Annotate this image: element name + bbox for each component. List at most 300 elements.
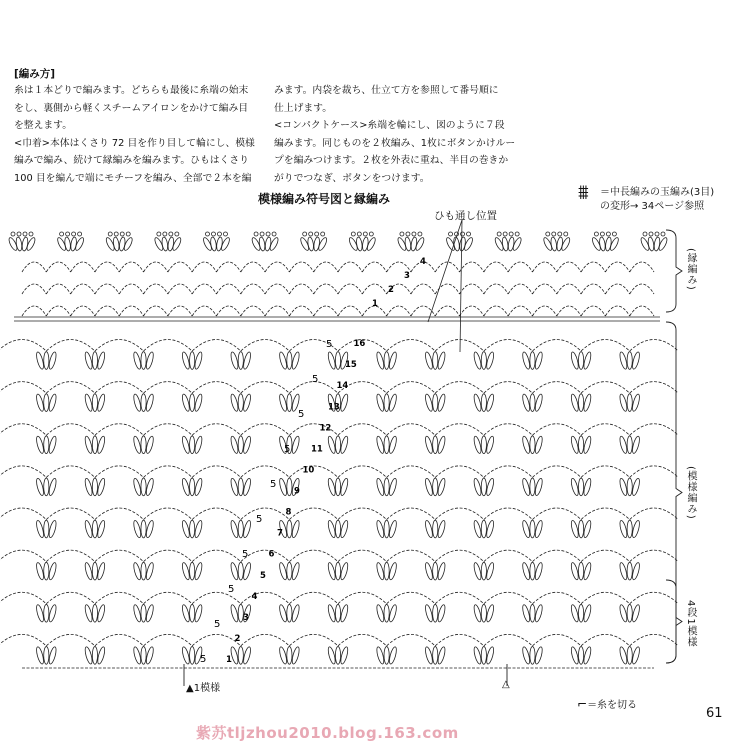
chain-arch bbox=[387, 382, 436, 394]
edging-fan-stitch bbox=[15, 237, 22, 252]
picot-symbol bbox=[369, 232, 373, 236]
puff-stitch-symbol bbox=[530, 520, 535, 538]
chain-arch bbox=[532, 340, 581, 352]
start-repeat-label: ▲1模様 bbox=[186, 683, 221, 694]
puff-stitch-symbol bbox=[238, 352, 243, 370]
edging-fan-stitch bbox=[26, 237, 37, 252]
edging-arch bbox=[581, 284, 605, 294]
chain-arch bbox=[484, 466, 533, 478]
chain-count-mark: 5 bbox=[298, 409, 305, 420]
edging-arch bbox=[71, 306, 95, 316]
chain-arch bbox=[435, 634, 484, 646]
puff-stitch-symbol bbox=[287, 604, 292, 622]
picot-symbol bbox=[655, 232, 659, 236]
edging-arch bbox=[338, 262, 362, 272]
edging-arch bbox=[508, 306, 532, 316]
edging-fan-stitch bbox=[70, 237, 77, 252]
picot-symbol bbox=[23, 232, 27, 236]
edging-fan-stitch bbox=[56, 237, 67, 252]
chain-arch bbox=[289, 508, 338, 520]
cut-yarn-icon: ⌐ bbox=[577, 697, 588, 711]
edge-row-number: 1 bbox=[372, 299, 378, 309]
edging-arch bbox=[216, 284, 240, 294]
puff-stitch-symbol bbox=[141, 604, 146, 622]
puff-stitch-symbol bbox=[627, 436, 632, 454]
chain-arch bbox=[0, 592, 46, 604]
repeat-bracket bbox=[666, 580, 682, 663]
picot-symbol bbox=[509, 232, 513, 236]
chain-arch bbox=[435, 382, 484, 394]
chain-arch bbox=[581, 634, 630, 646]
instruction-line: がりでつなぎ、ボタンをつけます。 bbox=[274, 172, 430, 184]
chain-arch bbox=[95, 508, 144, 520]
instruction-line: 編みで編み、続けて縁編みを編みます。ひもはくさり bbox=[14, 155, 249, 167]
chain-count-mark: 5 bbox=[214, 619, 221, 630]
picot-symbol bbox=[649, 232, 653, 236]
picot-symbol bbox=[406, 232, 410, 236]
puff-stitch-symbol bbox=[141, 520, 146, 538]
picot-symbol bbox=[497, 232, 501, 236]
chain-arch bbox=[46, 508, 95, 520]
puff-stitch-symbol bbox=[384, 647, 389, 665]
edging-fan-stitch bbox=[507, 237, 514, 252]
chain-arch bbox=[484, 508, 533, 520]
chain-arch bbox=[241, 634, 290, 646]
chain-arch bbox=[532, 592, 581, 604]
picot-symbol bbox=[17, 232, 21, 236]
picot-symbol bbox=[315, 232, 319, 236]
puff-stitch-symbol bbox=[433, 604, 438, 622]
puff-stitch-symbol bbox=[433, 478, 438, 496]
edging-fan-stitch bbox=[550, 237, 557, 252]
puff-stitch-symbol bbox=[578, 562, 583, 580]
puff-stitch-symbol bbox=[384, 436, 389, 454]
edging-fan-stitch bbox=[605, 237, 612, 252]
edging-fan-stitch bbox=[501, 237, 508, 252]
row-number: 12 bbox=[319, 423, 332, 434]
chain-arch bbox=[95, 340, 144, 352]
chain-arch bbox=[435, 340, 484, 352]
pattern-bracket-label: (模様編み) bbox=[685, 466, 696, 520]
puff-stitch-symbol bbox=[92, 647, 97, 665]
edging-arch bbox=[168, 284, 192, 294]
edging-fan-stitch bbox=[202, 237, 213, 252]
picot-symbol bbox=[661, 232, 665, 236]
chain-arch bbox=[630, 508, 679, 520]
puff-stitch-symbol bbox=[44, 562, 49, 580]
puff-stitch-symbol bbox=[627, 604, 632, 622]
picot-symbol bbox=[558, 232, 562, 236]
instruction-line: を整えます。 bbox=[14, 120, 72, 132]
puff-stitch-symbol bbox=[335, 562, 340, 580]
puff-stitch-symbol bbox=[190, 436, 195, 454]
chain-arch bbox=[435, 508, 484, 520]
picot-symbol bbox=[205, 232, 209, 236]
puff-stitch-symbol bbox=[481, 394, 486, 412]
edging-fan-stitch bbox=[105, 237, 116, 252]
watermark: 紫苏tljzhou2010.blog.163.com bbox=[196, 724, 459, 742]
edging-fan-stitch bbox=[396, 237, 407, 252]
chain-arch bbox=[630, 466, 679, 478]
edging-arch bbox=[216, 306, 240, 316]
edging-fan-stitch bbox=[356, 237, 363, 252]
picot-symbol bbox=[60, 232, 64, 236]
chain-arch bbox=[338, 508, 387, 520]
cord-position-label: ひも通し位置 bbox=[434, 210, 497, 222]
picot-symbol bbox=[211, 232, 215, 236]
puff-stitch-symbol bbox=[335, 436, 340, 454]
edge-bracket-label: (縁編み) bbox=[685, 248, 696, 291]
edging-arch bbox=[168, 262, 192, 272]
row-number: 8 bbox=[285, 507, 292, 518]
picot-symbol bbox=[643, 232, 647, 236]
puff-stitch-symbol bbox=[238, 478, 243, 496]
chain-arch bbox=[192, 382, 241, 394]
edging-fan-stitch bbox=[512, 237, 523, 252]
chain-arch bbox=[144, 466, 193, 478]
edging-fan-stitch bbox=[167, 237, 174, 252]
chain-arch bbox=[192, 550, 241, 562]
edging-arch bbox=[119, 284, 143, 294]
picot-symbol bbox=[309, 232, 313, 236]
puff-stitch-symbol bbox=[92, 520, 97, 538]
chain-arch bbox=[484, 634, 533, 646]
chain-count-mark: 5 bbox=[228, 584, 235, 595]
page-number: 61 bbox=[706, 706, 723, 721]
puff-stitch-symbol bbox=[335, 604, 340, 622]
edge-row-number: 3 bbox=[404, 271, 410, 281]
chain-arch bbox=[581, 340, 630, 352]
chain-arch bbox=[46, 634, 95, 646]
instruction-line: 仕上げます。 bbox=[274, 102, 332, 114]
chain-arch bbox=[338, 592, 387, 604]
picot-symbol bbox=[594, 232, 598, 236]
picot-symbol bbox=[461, 232, 465, 236]
edging-arch bbox=[532, 306, 556, 316]
edging-arch bbox=[265, 306, 289, 316]
picot-symbol bbox=[254, 232, 258, 236]
chain-arch bbox=[192, 634, 241, 646]
edging-arch bbox=[71, 262, 95, 272]
chain-arch bbox=[484, 592, 533, 604]
edging-arch bbox=[314, 284, 338, 294]
puff-stitch-symbol bbox=[530, 562, 535, 580]
edging-fan-stitch bbox=[119, 237, 126, 252]
chain-arch bbox=[46, 382, 95, 394]
picot-symbol bbox=[114, 232, 118, 236]
puff-stitch-symbol bbox=[44, 647, 49, 665]
puff-stitch-symbol bbox=[238, 647, 243, 665]
row-number: 15 bbox=[345, 360, 357, 371]
puff-stitch-symbol bbox=[627, 352, 632, 370]
picot-symbol bbox=[108, 232, 112, 236]
puff-stitch-symbol bbox=[190, 478, 195, 496]
puff-stitch-symbol bbox=[238, 520, 243, 538]
puff-stitch-symbol bbox=[335, 520, 340, 538]
start-arrow-icon: ▲ bbox=[186, 683, 194, 694]
picot-symbol bbox=[612, 232, 616, 236]
chain-arch bbox=[0, 466, 46, 478]
edging-arch bbox=[630, 262, 654, 272]
edging-fan-stitch bbox=[556, 237, 563, 252]
edging-fan-stitch bbox=[113, 237, 120, 252]
chain-arch bbox=[532, 466, 581, 478]
picot-symbol bbox=[351, 232, 355, 236]
chain-arch bbox=[387, 466, 436, 478]
edging-fan-stitch bbox=[560, 237, 571, 252]
edging-arch bbox=[605, 262, 629, 272]
edging-arch bbox=[630, 284, 654, 294]
puff-stitch-symbol bbox=[530, 436, 535, 454]
picot-symbol bbox=[400, 232, 404, 236]
picot-symbol bbox=[272, 232, 276, 236]
edging-arch bbox=[95, 284, 119, 294]
edging-fan-stitch bbox=[299, 237, 310, 252]
puff-stitch-symbol bbox=[530, 478, 535, 496]
edging-fan-stitch bbox=[161, 237, 168, 252]
edging-fan-stitch bbox=[653, 237, 660, 252]
edging-arch bbox=[119, 306, 143, 316]
edging-arch bbox=[95, 306, 119, 316]
puff-stitch-symbol bbox=[190, 604, 195, 622]
edging-arch bbox=[557, 284, 581, 294]
puff-stitch-symbol bbox=[190, 562, 195, 580]
puff-stitch-symbol bbox=[384, 478, 389, 496]
edging-arch bbox=[581, 306, 605, 316]
puff-stitch-symbol bbox=[481, 604, 486, 622]
picot-symbol bbox=[66, 232, 70, 236]
chain-arch bbox=[144, 634, 193, 646]
edging-fan-stitch bbox=[348, 237, 359, 252]
puff-stitch-symbol bbox=[530, 394, 535, 412]
edging-arch bbox=[532, 284, 556, 294]
puff-stitch-symbol bbox=[44, 352, 49, 370]
puff-stitch-symbol bbox=[92, 436, 97, 454]
edging-fan-stitch bbox=[21, 237, 28, 252]
chain-arch bbox=[0, 340, 46, 352]
edging-arch bbox=[557, 306, 581, 316]
chain-arch bbox=[338, 466, 387, 478]
puff-stitch-symbol bbox=[578, 352, 583, 370]
chain-arch bbox=[0, 634, 46, 646]
picot-symbol bbox=[72, 232, 76, 236]
chain-arch bbox=[144, 340, 193, 352]
puff-stitch-symbol bbox=[481, 478, 486, 496]
instruction-line: 編みます。同じものを２枚編み、1枚にボタンかけルー bbox=[274, 137, 516, 149]
edging-fan-stitch bbox=[591, 237, 602, 252]
row-number: 1 bbox=[226, 655, 232, 665]
picot-symbol bbox=[120, 232, 124, 236]
chain-arch bbox=[241, 382, 290, 394]
edging-fan-stitch bbox=[542, 237, 553, 252]
chain-arch bbox=[95, 424, 144, 436]
puff-stitch-symbol bbox=[287, 394, 292, 412]
chain-arch bbox=[192, 508, 241, 520]
row-number: 10 bbox=[302, 465, 315, 476]
chain-arch bbox=[532, 508, 581, 520]
edging-arch bbox=[71, 284, 95, 294]
edging-fan-stitch bbox=[64, 237, 71, 252]
chain-arch bbox=[338, 424, 387, 436]
edging-fan-stitch bbox=[269, 237, 280, 252]
chain-arch bbox=[435, 466, 484, 478]
edging-arch bbox=[314, 306, 338, 316]
instruction-line: <巾着>本体はくさり 72 目を作り目して輪にし、模様 bbox=[14, 137, 255, 149]
puff-stitch-symbol bbox=[627, 520, 632, 538]
edging-arch bbox=[581, 262, 605, 272]
row-number: 3 bbox=[243, 612, 249, 623]
row-number: 14 bbox=[336, 381, 349, 392]
chain-arch bbox=[630, 340, 679, 352]
chain-arch bbox=[0, 508, 46, 520]
puff-stitch-symbol bbox=[384, 394, 389, 412]
picot-symbol bbox=[223, 232, 227, 236]
chain-arch bbox=[241, 592, 290, 604]
puff-stitch-symbol bbox=[92, 478, 97, 496]
edging-fan-stitch bbox=[123, 237, 134, 252]
puff-stitch-symbol bbox=[481, 436, 486, 454]
chain-arch bbox=[387, 634, 436, 646]
chain-arch bbox=[95, 382, 144, 394]
puff-stitch-symbol bbox=[287, 352, 292, 370]
edging-arch bbox=[46, 306, 70, 316]
edging-fan-stitch bbox=[317, 237, 328, 252]
puff-stitch-symbol bbox=[530, 647, 535, 665]
puff-stitch-symbol bbox=[335, 478, 340, 496]
edging-arch bbox=[46, 284, 70, 294]
chain-arch bbox=[95, 592, 144, 604]
edging-arch bbox=[508, 262, 532, 272]
chain-arch bbox=[289, 634, 338, 646]
edging-arch bbox=[460, 262, 484, 272]
edging-arch bbox=[95, 262, 119, 272]
edging-fan-stitch bbox=[414, 237, 425, 252]
edging-fan-stitch bbox=[494, 237, 505, 252]
row-number: 9 bbox=[294, 486, 300, 497]
row-number: 5 bbox=[260, 570, 266, 581]
edge-row-number: 4 bbox=[420, 257, 426, 267]
chain-arch bbox=[387, 424, 436, 436]
chain-arch bbox=[192, 466, 241, 478]
edging-arch bbox=[22, 284, 46, 294]
edging-arch bbox=[362, 262, 386, 272]
puff-stitch-symbol bbox=[190, 520, 195, 538]
edging-arch bbox=[508, 284, 532, 294]
puff-stitch-symbol bbox=[578, 436, 583, 454]
chain-arch bbox=[95, 550, 144, 562]
edging-arch bbox=[144, 262, 168, 272]
row-number: 4 bbox=[251, 591, 258, 602]
chain-arch bbox=[532, 424, 581, 436]
picot-symbol bbox=[546, 232, 550, 236]
puff-stitch-symbol bbox=[481, 562, 486, 580]
edging-arch bbox=[314, 262, 338, 272]
puff-stitch-symbol bbox=[190, 352, 195, 370]
puff-stitch-symbol bbox=[384, 562, 389, 580]
edging-fan-stitch bbox=[658, 237, 669, 252]
edge-bracket bbox=[666, 230, 682, 312]
edging-fan-stitch bbox=[220, 237, 231, 252]
row-number: 13 bbox=[328, 402, 340, 413]
row-number: 7 bbox=[277, 528, 283, 539]
puff-stitch-symbol bbox=[384, 352, 389, 370]
chain-count-mark: 5 bbox=[256, 514, 263, 525]
chain-arch bbox=[95, 466, 144, 478]
edging-arch bbox=[289, 262, 313, 272]
edging-fan-stitch bbox=[609, 237, 620, 252]
edging-fan-stitch bbox=[216, 237, 223, 252]
picot-symbol bbox=[467, 232, 471, 236]
puff-stitch-symbol bbox=[627, 478, 632, 496]
puff-stitch-symbol bbox=[627, 562, 632, 580]
chain-arch bbox=[630, 592, 679, 604]
chain-arch bbox=[144, 508, 193, 520]
puff-stitch-symbol bbox=[578, 520, 583, 538]
chain-arch bbox=[630, 634, 679, 646]
edging-arch bbox=[265, 262, 289, 272]
edging-fan-stitch bbox=[410, 237, 417, 252]
chain-arch bbox=[46, 424, 95, 436]
picot-symbol bbox=[503, 232, 507, 236]
instruction-line: をし、裏側から軽くスチームアイロンをかけて編み目 bbox=[14, 102, 249, 114]
puff-stitch-symbol bbox=[433, 520, 438, 538]
instruction-line: 糸は１本どりで編みます。どちらも最後に糸端の始末 bbox=[14, 85, 249, 96]
puff-stitch-symbol bbox=[287, 647, 292, 665]
edging-arch bbox=[387, 306, 411, 316]
chain-arch bbox=[241, 424, 290, 436]
puff-stitch-symbol bbox=[141, 394, 146, 412]
picot-symbol bbox=[363, 232, 367, 236]
edging-fan-stitch bbox=[74, 237, 85, 252]
chain-arch bbox=[532, 634, 581, 646]
chain-arch bbox=[484, 340, 533, 352]
chain-arch bbox=[581, 424, 630, 436]
puff-stitch-symbol bbox=[190, 647, 195, 665]
chain-arch bbox=[95, 634, 144, 646]
puff-stitch-symbol bbox=[238, 562, 243, 580]
edging-fan-stitch bbox=[258, 237, 265, 252]
chain-arch bbox=[630, 424, 679, 436]
chain-arch bbox=[289, 592, 338, 604]
chain-arch bbox=[338, 634, 387, 646]
puff-stitch-symbol bbox=[433, 394, 438, 412]
puff-stitch-symbol bbox=[627, 647, 632, 665]
edging-arch bbox=[435, 306, 459, 316]
picot-symbol bbox=[552, 232, 556, 236]
puff-stitch-symbol bbox=[627, 394, 632, 412]
picot-symbol bbox=[29, 232, 33, 236]
edging-arch bbox=[216, 262, 240, 272]
edging-arch bbox=[289, 306, 313, 316]
chain-count-mark: 5 bbox=[284, 444, 291, 455]
chain-arch bbox=[46, 592, 95, 604]
edging-arch bbox=[168, 306, 192, 316]
edging-arch bbox=[22, 262, 46, 272]
chain-arch bbox=[387, 340, 436, 352]
edging-arch bbox=[144, 284, 168, 294]
puff-stitch-symbol bbox=[92, 352, 97, 370]
chain-count-mark: 5 bbox=[270, 479, 277, 490]
chain-arch bbox=[241, 466, 290, 478]
picot-symbol bbox=[600, 232, 604, 236]
chain-arch bbox=[144, 550, 193, 562]
repeat-end-marker bbox=[502, 679, 510, 690]
chain-arch bbox=[581, 382, 630, 394]
chain-count-mark: 5 bbox=[242, 549, 249, 560]
edging-arch bbox=[241, 262, 265, 272]
edging-arch bbox=[484, 306, 508, 316]
chain-arch bbox=[532, 382, 581, 394]
